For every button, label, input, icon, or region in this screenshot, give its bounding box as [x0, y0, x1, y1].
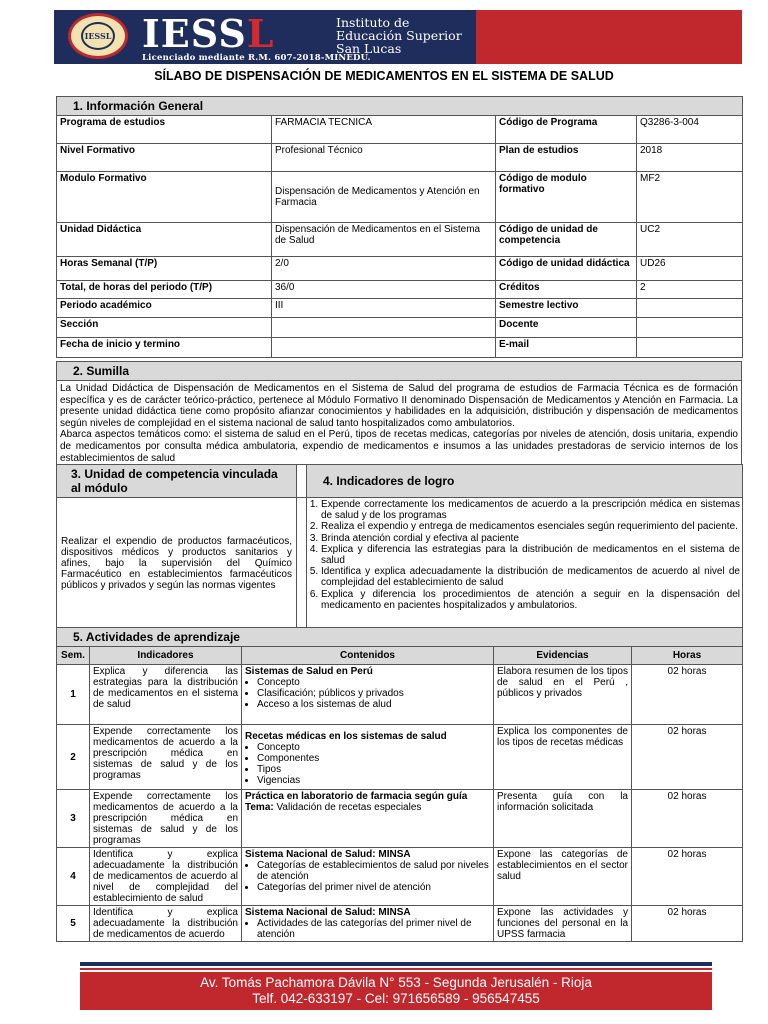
value-unidad: Dispensación de Medicamentos en el Sistema de Salud	[272, 223, 496, 257]
contenido-title: Sistema Nacional de Salud: MINSA	[245, 907, 411, 918]
contenido-item: • Concepto	[257, 677, 490, 688]
footer-contact	[80, 972, 712, 1010]
section-indicadores: 4. Indicadores de logro	[307, 465, 743, 498]
horas-cell: 02 horas	[632, 848, 743, 906]
horas-cell: 02 horas	[632, 906, 743, 942]
logo-accent-text: L	[246, 11, 275, 56]
indicador-item: 6. Explica y diferencia los procedimientos de atención a seguir en la dispensación del medicamento en pacientes hospitalizados y ambulatorios.	[321, 589, 740, 611]
label-docente: Docente	[496, 318, 637, 338]
tema-value: Validación de recetas especiales	[276, 802, 422, 813]
contenido-title: Práctica en laboratorio de farmacia según guía	[245, 791, 468, 802]
indicador-cell: Explica y diferencia las estrategias para la distribución de medicamentos en el sistema de salud	[90, 665, 242, 725]
evidencia-cell: Expone las categorías de establecimientos en el sector salud	[494, 848, 632, 906]
contenido-item: • Categorías de establecimientos de salud por niveles de atención	[257, 860, 490, 882]
document-title: SÍLABO DE DISPENSACIÓN DE MEDICAMENTOS EN EL SISTEMA DE SALUD	[154, 69, 614, 83]
label-creditos: Créditos	[496, 281, 637, 299]
indicador-item: 1. Expende correctamente los medicamentos de acuerdo a la prescripción médica en sistemas de salud y de los programas	[321, 499, 740, 521]
indicador-cell: Expende correctamente los medicamentos de acuerdo a la prescripción médica en sistemas de salud y de los programas	[90, 725, 242, 790]
label-codigo-programa: Código de Programa	[496, 116, 637, 144]
label-codigo-modulo: Código de modulo formativo	[496, 172, 637, 223]
banner-right-panel	[476, 10, 742, 64]
contenido-cell	[242, 725, 494, 790]
label-horas-semanal: Horas Semanal (T/P)	[57, 257, 272, 281]
header-evidencias: Evidencias	[494, 647, 632, 665]
contenido-cell	[242, 906, 494, 942]
indicador-item: 3. Brinda atención cordial y efectiva al paciente	[321, 533, 740, 544]
indicador-cell: Expende correctamente los medicamentos de acuerdo a la prescripción médica en sistemas de salud y de los programas	[90, 790, 242, 848]
contenido-item: • Actividades de las categorías del primer nivel de atención	[257, 918, 490, 940]
institute-name	[336, 16, 462, 55]
contenido-list	[245, 860, 490, 893]
indicador-item: 4. Explica y diferencia las estrategias para la distribución de medicamentos en el sistema de salud	[321, 544, 740, 566]
competencia-text: Realizar el expendio de productos farmacéuticos, dispositivos médicos y productos sanitarios y afines, bajo la supervisión del Químico Farmacéutico en establecimientos farmacéuticos públicos y privados y según las normas vigentes	[57, 498, 297, 629]
label-fecha: Fecha de inicio y termino	[57, 338, 272, 358]
label-programa: Programa de estudios	[57, 116, 272, 144]
footer-phones: Telf. 042-633197 - Cel: 971656589 - 956547455	[252, 991, 540, 1006]
indicador-cell: Identifica y explica adecuadamente la distribución de medicamentos de acuerdo	[90, 906, 242, 942]
licence-text: Licenciado mediante R.M. 607-2018-MINEDU.	[142, 53, 371, 63]
section-actividades: 5. Actividades de aprendizaje	[57, 628, 743, 647]
sumilla-text	[57, 381, 742, 467]
contenido-cell	[242, 848, 494, 906]
contenido-item: • Categorías del primer nivel de atención	[257, 882, 490, 893]
contenido-item: • Acceso a los sistemas de alud	[257, 699, 490, 710]
label-modulo: Modulo Formativo	[57, 172, 272, 223]
evidencia-cell: Explica los componentes de los tipos de recetas médicas	[494, 725, 632, 790]
footer-divider-navy	[80, 962, 712, 966]
evidencia-cell: Expone las actividades y funciones del personal en la UPSS farmacia	[494, 906, 632, 942]
sumilla-paragraph-2: Abarca aspectos temáticos como: el sistema de salud en el Perú, tipos de recetas medicas, categorías por niveles de atención, dosis unitaria, expendio de medicamentos por consulta médica ambulatoria, expendio de medicamentos e insumos a las unidades prestadoras de servicio internos de los establecimientos de salud	[60, 429, 738, 464]
sem-number: 4	[57, 848, 90, 906]
sem-number: 3	[57, 790, 90, 848]
section-sumilla: 2. Sumilla	[57, 362, 742, 381]
contenido-tema	[245, 802, 490, 813]
contenido-title: Recetas médicas en los sistemas de salud	[245, 731, 447, 742]
contenido-list	[245, 677, 490, 710]
label-total-horas: Total, de horas del periodo (T/P)	[57, 281, 272, 299]
section-competencia: 3. Unidad de competencia vinculada al módulo	[57, 465, 297, 498]
table-row	[57, 665, 743, 725]
seal-inner: IESSL	[81, 22, 115, 50]
footer-divider-red	[80, 968, 712, 970]
value-modulo: Dispensación de Medicamentos y Atención en Farmacia	[272, 172, 496, 223]
logo-main-text: IESS	[142, 11, 247, 56]
label-nivel: Nivel Formativo	[57, 144, 272, 172]
contenido-cell	[242, 665, 494, 725]
institution-seal-icon	[68, 13, 128, 59]
contenido-title: Sistema Nacional de Salud: MINSA	[245, 849, 411, 860]
contenido-item: • Vigencias	[257, 775, 490, 786]
table-row	[57, 725, 743, 790]
section-general-info: 1. Información General	[57, 97, 743, 116]
value-codigo-unidad: UD26	[637, 257, 743, 281]
horas-cell: 02 horas	[632, 665, 743, 725]
header-contenidos: Contenidos	[242, 647, 494, 665]
contenido-item: • Tipos	[257, 764, 490, 775]
value-docente	[637, 318, 743, 338]
sem-number: 2	[57, 725, 90, 790]
general-info-table	[56, 96, 743, 358]
value-email	[637, 338, 743, 358]
contenido-item: • Clasificación; públicos y privados	[257, 688, 490, 699]
label-periodo: Periodo académico	[57, 299, 272, 318]
horas-cell: 02 horas	[632, 790, 743, 848]
label-codigo-competencia: Código de unidad de competencia	[496, 223, 637, 257]
value-periodo: III	[272, 299, 496, 318]
institute-line-3: San Lucas	[336, 41, 402, 56]
label-plan: Plan de estudios	[496, 144, 637, 172]
contenido-cell	[242, 790, 494, 848]
tema-label: Tema:	[245, 802, 274, 813]
institute-line-2: Educación Superior	[336, 28, 462, 43]
value-codigo-competencia: UC2	[637, 223, 743, 257]
evidencia-cell: Elabora resumen de los tipos de salud en el Perú , públicos y privados	[494, 665, 632, 725]
table-row	[57, 848, 743, 906]
header-sem: Sem.	[57, 647, 90, 665]
value-semestre	[637, 299, 743, 318]
section-spacer	[297, 465, 307, 498]
table-row	[57, 906, 743, 942]
sem-number: 1	[57, 665, 90, 725]
institute-line-1: Instituto de	[336, 15, 410, 30]
header-horas: Horas	[632, 647, 743, 665]
value-creditos: 2	[637, 281, 743, 299]
value-horas-semanal: 2/0	[272, 257, 496, 281]
contenido-list	[245, 742, 490, 786]
sumilla-table	[56, 361, 742, 467]
indicadores-cell	[307, 498, 743, 629]
header-indicadores: Indicadores	[90, 647, 242, 665]
actividades-table	[56, 627, 743, 942]
contenido-item: • Componentes	[257, 753, 490, 764]
sumilla-paragraph-1: La Unidad Didáctica de Dispensación de Medicamentos en el Sistema de Salud del programa de estudios de Farmacia Técnica es de formación específica y es de carácter teórico-práctico, pertenece al Módulo Formativo II denominado Dispensación de Medicamentos y Atención en Farmacia. La presente unidad didáctica tiene como propósito afianzar conocimientos y habilidades en la adquisición, distribución y dispensación de medicamentos según niveles de complejidad en el sistema nacional de salud tanto hospitalizados como ambulatorios.	[60, 383, 738, 429]
value-fecha	[272, 338, 496, 358]
header-banner	[54, 10, 742, 64]
value-nivel: Profesional Técnico	[272, 144, 496, 172]
indicador-item: 5. Identifica y explica adecuadamente la distribución de medicamentos de acuerdo al nivel de complejidad del establecimiento de salud	[321, 566, 740, 588]
competencia-indicadores-table	[56, 464, 743, 629]
contenido-item: • Concepto	[257, 742, 490, 753]
horas-cell: 02 horas	[632, 725, 743, 790]
label-unidad: Unidad Didáctica	[57, 223, 272, 257]
contenido-title: Sistemas de Salud en Perú	[245, 666, 373, 677]
value-seccion	[272, 318, 496, 338]
evidencia-cell: Presenta guía con la información solicitada	[494, 790, 632, 848]
table-row	[57, 790, 743, 848]
value-codigo-programa: Q3286-3-004	[637, 116, 743, 144]
indicador-item: 2. Realiza el expendio y entrega de medicamentos esenciales según requerimiento del paciente.	[321, 521, 740, 532]
label-seccion: Sección	[57, 318, 272, 338]
label-semestre: Semestre lectivo	[496, 299, 637, 318]
contenido-list	[245, 918, 490, 940]
indicador-cell: Identifica y explica adecuadamente la distribución de medicamentos de acuerdo al nivel de complejidad del establecimiento de salud	[90, 848, 242, 906]
value-total-horas: 36/0	[272, 281, 496, 299]
label-codigo-unidad: Código de unidad didáctica	[496, 257, 637, 281]
value-plan: 2018	[637, 144, 743, 172]
indicadores-list	[309, 499, 740, 611]
institution-logo	[142, 11, 275, 56]
body-spacer	[297, 498, 307, 629]
label-email: E-mail	[496, 338, 637, 358]
value-codigo-modulo: MF2	[637, 172, 743, 223]
banner-left-panel	[54, 10, 476, 64]
sem-number: 5	[57, 906, 90, 942]
footer-address: Av. Tomás Pachamora Dávila N° 553 - Segunda Jerusalén - Rioja	[200, 975, 592, 990]
value-programa: FARMACIA TECNICA	[272, 116, 496, 144]
